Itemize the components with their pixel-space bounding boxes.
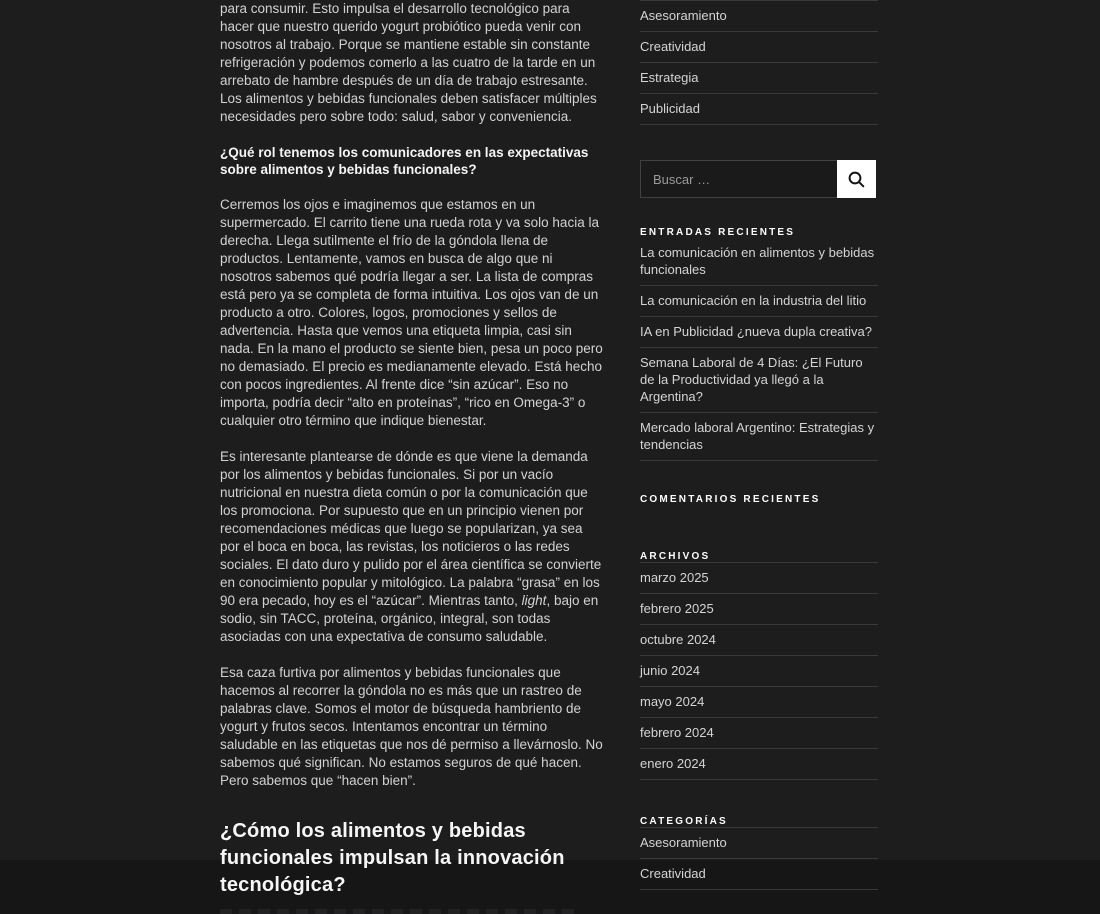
archive-link[interactable]: mayo 2024 xyxy=(640,694,705,709)
list-item xyxy=(640,563,878,594)
archive-link[interactable]: febrero 2024 xyxy=(640,725,714,740)
list-item xyxy=(640,32,878,63)
recent-entry-link[interactable]: Semana Laboral de 4 Días: ¿El Futuro de la Productividad ya llegó a la Argentina? xyxy=(640,355,863,404)
list-item xyxy=(640,63,878,94)
archives-title: ARCHIVOS xyxy=(640,551,711,562)
category-link[interactable]: Estrategia xyxy=(640,70,699,85)
list-item xyxy=(640,749,878,780)
list-item xyxy=(640,286,878,317)
clipped-text-line xyxy=(220,909,574,914)
italic-word: light xyxy=(521,593,547,608)
recent-entries-title: ENTRADAS RECIENTES xyxy=(640,227,796,238)
category-link[interactable]: Asesoramiento xyxy=(640,8,727,23)
list-item xyxy=(640,656,878,687)
archive-link[interactable]: octubre 2024 xyxy=(640,632,716,647)
recent-entry-link[interactable]: IA en Publicidad ¿nueva dupla creativa? xyxy=(640,324,872,339)
category-link[interactable]: Asesoramiento xyxy=(640,835,727,850)
list-item xyxy=(640,317,878,348)
recent-entry-link[interactable]: Mercado laboral Argentino: Estrategias y tendencias xyxy=(640,420,875,452)
archives-list xyxy=(640,562,878,780)
search-icon xyxy=(847,170,866,189)
article-content xyxy=(220,0,605,914)
recent-entry-link[interactable]: La comunicación en la industria del litio xyxy=(640,293,867,308)
list-item xyxy=(640,625,878,656)
recent-entries-list xyxy=(640,238,878,461)
category-link[interactable]: Publicidad xyxy=(640,101,700,116)
archive-link[interactable]: enero 2024 xyxy=(640,756,706,771)
article-paragraph: Esa caza furtiva por alimentos y bebidas funcionales que hacemos al recorrer la góndola no es más que un rastreo de palabras clave. Somos el motor de búsqueda hambriento de yogurt y frutos secos. Intentamos encontrar un término saludable en las etiquetas que nos dé permiso a llevárnoslo. No sabemos qué significan. No estamos seguros de qué hacen. Pero sabemos que “hacen bien”. xyxy=(220,665,603,788)
list-item xyxy=(640,1,878,32)
list-item xyxy=(640,94,878,125)
list-item xyxy=(640,718,878,749)
top-categories-list xyxy=(640,0,878,125)
search-input[interactable] xyxy=(640,160,837,198)
search-button[interactable] xyxy=(837,160,876,198)
article-paragraph: Cerremos los ojos e imaginemos que estamos en un supermercado. El carrito tiene una rueda rota y va solo hacia la derecha. Llega sutilmente el frío de la góndola llena de productos. Lentamente, vamos en busca de algo que ni nosotros sabemos qué podría llegar a ser. La lista de compras está pero ya se completa de forma intuitiva. Los ojos van de un producto a otro. Colores, logos, promociones y sellos de advertencia. Hasta que vemos una etiqueta limpia, casi sin nada. En la mano el producto se siente bien, pesa un poco pero no demasiado. El precio es medianamente elevado. Está hecho con pocos ingredientes. Al frente dice “sin azúcar”. Eso no importa, podría decir “alto en proteínas”, “rico en Omega-3” o cualquier otro término que indique bienestar. xyxy=(220,197,603,428)
archive-link[interactable]: junio 2024 xyxy=(640,663,700,678)
categories-title: CATEGORÍAS xyxy=(640,816,728,827)
category-link[interactable]: Creatividad xyxy=(640,866,706,881)
list-item xyxy=(640,687,878,718)
sidebar xyxy=(640,0,878,890)
article-section-heading: ¿Cómo los alimentos y bebidas funcionales impulsan la innovación tecnológica? xyxy=(220,820,565,896)
article-paragraph: para consumir. Esto impulsa el desarrollo tecnológico para hacer que nuestro querido yogurt probiótico pueda venir con nosotros al trabajo. Porque se mantiene estable sin constante refrigeración y podemos comerlo a las cuatro de la tarde en un arrebato de hambre después de un día de trabajo estresante. Los alimentos y bebidas funcionales deben satisfacer múltiples necesidades pero sobre todo: salud, sabor y conveniencia. xyxy=(220,1,597,124)
list-item xyxy=(640,828,878,859)
recent-entry-link[interactable]: La comunicación en alimentos y bebidas funcionales xyxy=(640,245,875,277)
recent-comments-title: COMENTARIOS RECIENTES xyxy=(640,494,821,505)
list-item xyxy=(640,238,878,286)
category-link[interactable]: Creatividad xyxy=(640,39,706,54)
list-item xyxy=(640,348,878,413)
paragraph-text: Es interesante plantearse de dónde es que viene la demanda por los alimentos y bebidas funcionales. Si por un vacío nutricional en nuestra dieta común o por la comunicación que los promociona. Por supuesto que en un principio vienen por recomendaciones médicas que luego se popularizan, ya sea por el boca en boca, las revistas, los noticieros o las redes sociales. El dato duro y pulido por el área científica se convierte en conocimiento popular y mitológico. La palabra “grasa” en los 90 era pecado, hoy es el “azúcar”. Mientras tanto, xyxy=(220,449,602,608)
categories-list xyxy=(640,827,878,890)
article-subheading: ¿Qué rol tenemos los comunicadores en las expectativas sobre alimentos y bebidas funcionales? xyxy=(220,145,589,177)
list-item xyxy=(640,413,878,461)
list-item xyxy=(640,859,878,890)
paragraph-text: , bajo en sodio, sin TACC, proteína, orgánico, integral, son todas asociadas con una expectativa de consumo saludable. xyxy=(220,593,599,644)
article-paragraph xyxy=(220,448,605,646)
archive-link[interactable]: febrero 2025 xyxy=(640,601,714,616)
archive-link[interactable]: marzo 2025 xyxy=(640,570,709,585)
list-item xyxy=(640,594,878,625)
search-form xyxy=(640,160,876,198)
